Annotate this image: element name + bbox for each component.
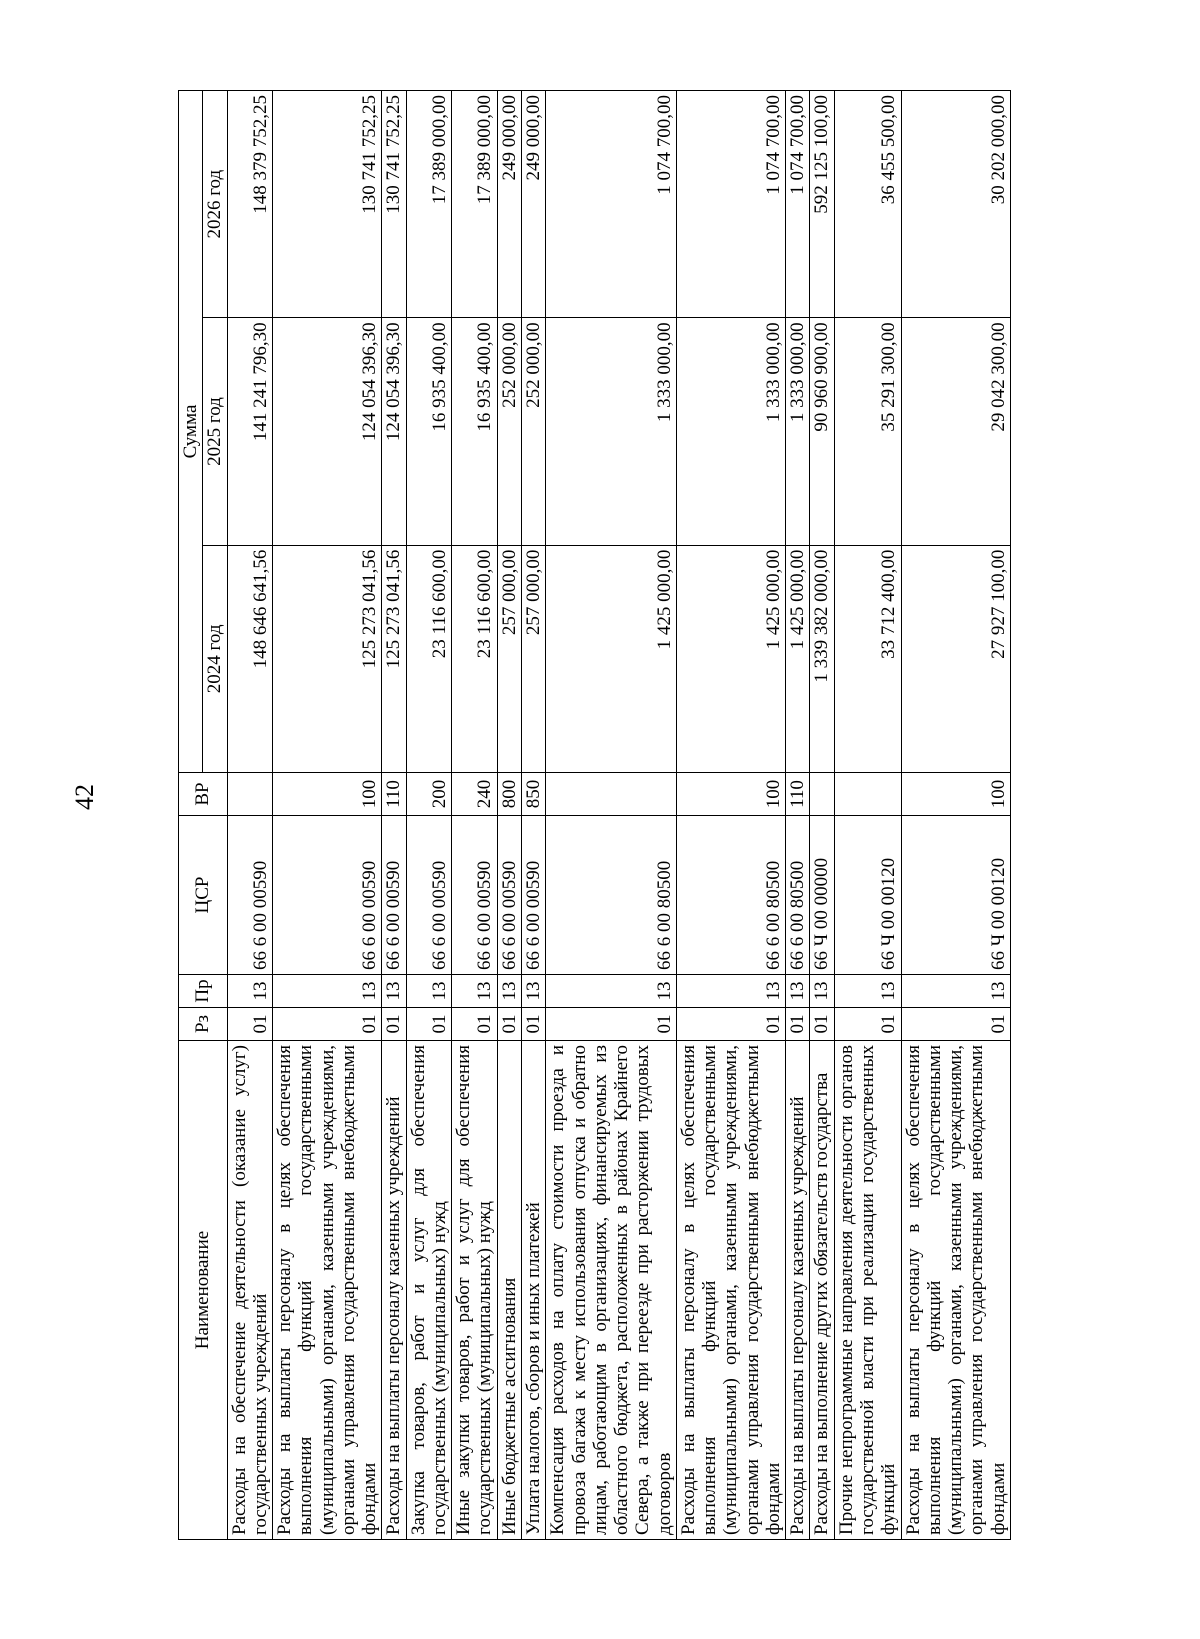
row-sum-2026: 130 741 752,25	[382, 91, 406, 318]
row-name: Прочие непрограммные направления деятельности органов государственной власти при реализации государственных функций	[834, 1041, 901, 1540]
row-sum-2024: 148 646 641,56	[227, 545, 273, 772]
row-name: Компенсация расходов на оплату стоимости проезда и провоза багажа к месту использования отпуска и обратно лицам, работающим в организациях, финансируемых из областного бюджета, расположенных в районах Крайнего Севера, а также при переезде при расторжении трудовых договоров	[546, 1041, 677, 1540]
header-vr: ВР	[179, 773, 228, 816]
row-rz: 01	[452, 1008, 498, 1041]
row-sum-2026: 148 379 752,25	[227, 91, 273, 318]
row-csr: 66 6 00 00590	[227, 816, 273, 975]
row-sum-2024: 1 339 382 000,00	[810, 545, 834, 772]
table-row	[497, 91, 521, 1540]
row-sum-2025: 124 054 396,30	[273, 318, 382, 545]
row-pr: 13	[227, 975, 273, 1008]
row-vr: 800	[497, 773, 521, 816]
row-rz: 01	[497, 1008, 521, 1041]
row-sum-2025: 1 333 000,00	[676, 318, 785, 545]
table-row	[834, 91, 901, 1540]
row-pr: 13	[786, 975, 810, 1008]
row-sum-2024: 27 927 100,00	[901, 545, 1010, 772]
row-sum-2026: 130 741 752,25	[273, 91, 382, 318]
table-row	[273, 91, 382, 1540]
table-row	[786, 91, 810, 1540]
row-vr	[810, 773, 834, 816]
row-vr: 240	[452, 773, 498, 816]
row-name: Расходы на выплаты персоналу казенных учреждений	[786, 1041, 810, 1540]
row-rz: 01	[901, 1008, 1010, 1041]
row-sum-2026: 30 202 000,00	[901, 91, 1010, 318]
row-csr: 66 6 00 00590	[521, 816, 545, 975]
row-rz: 01	[227, 1008, 273, 1041]
row-sum-2025: 16 935 400,00	[452, 318, 498, 545]
table-row	[406, 91, 452, 1540]
row-name: Расходы на выполнение других обязательств государства	[810, 1041, 834, 1540]
row-sum-2026: 249 000,00	[497, 91, 521, 318]
row-sum-2024: 257 000,00	[497, 545, 521, 772]
table-body	[227, 91, 1010, 1540]
row-sum-2025: 124 054 396,30	[382, 318, 406, 545]
row-pr: 13	[810, 975, 834, 1008]
row-pr: 13	[497, 975, 521, 1008]
row-rz: 01	[786, 1008, 810, 1041]
row-vr: 100	[901, 773, 1010, 816]
budget-table-wrapper	[178, 90, 1078, 1540]
row-name: Расходы на выплаты персоналу в целях обеспечения выполнения функций государственными (муниципальными) органами, казенными учреждениями, органами управления государственными внебюджетными фондами	[676, 1041, 785, 1540]
row-pr: 13	[452, 975, 498, 1008]
row-rz: 01	[273, 1008, 382, 1041]
row-name: Уплата налогов, сборов и иных платежей	[521, 1041, 545, 1540]
row-sum-2024: 23 116 600,00	[452, 545, 498, 772]
row-vr: 200	[406, 773, 452, 816]
header-row-1	[179, 91, 203, 1540]
row-sum-2026: 36 455 500,00	[834, 91, 901, 318]
row-sum-2025: 1 333 000,00	[546, 318, 677, 545]
row-vr: 100	[273, 773, 382, 816]
table-row	[227, 91, 273, 1540]
header-name: Наименование	[179, 1041, 228, 1540]
table-row	[546, 91, 677, 1540]
row-sum-2024: 1 425 000,00	[546, 545, 677, 772]
row-csr: 66 Ч 00 00120	[901, 816, 1010, 975]
header-pr: Пр	[179, 975, 228, 1008]
row-vr: 100	[676, 773, 785, 816]
row-csr: 66 Ч 00 00000	[810, 816, 834, 975]
header-2024: 2024 год	[203, 545, 227, 772]
header-sum: Сумма	[179, 91, 203, 773]
row-sum-2026: 249 000,00	[521, 91, 545, 318]
row-sum-2024: 1 425 000,00	[676, 545, 785, 772]
header-2025: 2025 год	[203, 318, 227, 545]
row-csr: 66 6 00 00590	[406, 816, 452, 975]
header-2026: 2026 год	[203, 91, 227, 318]
row-rz: 01	[546, 1008, 677, 1041]
row-sum-2024: 1 425 000,00	[786, 545, 810, 772]
table-row	[676, 91, 785, 1540]
row-sum-2024: 257 000,00	[521, 545, 545, 772]
table-row	[382, 91, 406, 1540]
row-name: Расходы на обеспечение деятельности (оказание услуг) государственных учреждений	[227, 1041, 273, 1540]
row-pr: 13	[382, 975, 406, 1008]
budget-table	[178, 90, 1011, 1540]
row-sum-2025: 141 241 796,30	[227, 318, 273, 545]
row-csr: 66 6 00 80500	[546, 816, 677, 975]
header-rz: Рз	[179, 1008, 228, 1041]
row-sum-2026: 1 074 700,00	[676, 91, 785, 318]
row-pr: 13	[406, 975, 452, 1008]
row-sum-2025: 252 000,00	[521, 318, 545, 545]
row-csr: 66 6 00 00590	[497, 816, 521, 975]
row-name: Расходы на выплаты персоналу в целях обеспечения выполнения функций государственными (муниципальными) органами, казенными учреждениями, органами управления государственными внебюджетными фондами	[901, 1041, 1010, 1540]
row-name: Иные закупки товаров, работ и услуг для обеспечения государственных (муниципальных) нужд	[452, 1041, 498, 1540]
row-name: Расходы на выплаты персоналу в целях обеспечения выполнения функций государственными (муниципальными) органами, казенными учреждениями, органами управления государственными внебюджетными фондами	[273, 1041, 382, 1540]
row-csr: 66 6 00 80500	[676, 816, 785, 975]
table-row	[810, 91, 834, 1540]
row-pr: 13	[834, 975, 901, 1008]
header-csr: ЦСР	[179, 816, 228, 975]
row-vr	[227, 773, 273, 816]
row-pr: 13	[521, 975, 545, 1008]
row-vr: 850	[521, 773, 545, 816]
row-name: Иные бюджетные ассигнования	[497, 1041, 521, 1540]
row-name: Закупка товаров, работ и услуг для обеспечения государственных (муниципальных) нужд	[406, 1041, 452, 1540]
row-name: Расходы на выплаты персоналу казенных учреждений	[382, 1041, 406, 1540]
row-vr	[834, 773, 901, 816]
row-sum-2026: 17 389 000,00	[452, 91, 498, 318]
row-pr: 13	[273, 975, 382, 1008]
row-sum-2026: 592 125 100,00	[810, 91, 834, 318]
row-rz: 01	[834, 1008, 901, 1041]
row-sum-2024: 125 273 041,56	[273, 545, 382, 772]
row-csr: 66 6 00 00590	[273, 816, 382, 975]
row-sum-2025: 90 960 900,00	[810, 318, 834, 545]
row-csr: 66 6 00 00590	[382, 816, 406, 975]
row-csr: 66 6 00 80500	[786, 816, 810, 975]
row-csr: 66 Ч 00 00120	[834, 816, 901, 975]
row-vr: 110	[786, 773, 810, 816]
row-sum-2026: 1 074 700,00	[786, 91, 810, 318]
row-pr: 13	[676, 975, 785, 1008]
row-sum-2025: 252 000,00	[497, 318, 521, 545]
table-row	[901, 91, 1010, 1540]
row-vr	[546, 773, 677, 816]
row-sum-2025: 1 333 000,00	[786, 318, 810, 545]
row-pr: 13	[901, 975, 1010, 1008]
row-rz: 01	[382, 1008, 406, 1041]
row-rz: 01	[521, 1008, 545, 1041]
row-rz: 01	[810, 1008, 834, 1041]
row-sum-2025: 29 042 300,00	[901, 318, 1010, 545]
row-sum-2024: 23 116 600,00	[406, 545, 452, 772]
row-sum-2024: 125 273 041,56	[382, 545, 406, 772]
row-rz: 01	[676, 1008, 785, 1041]
row-sum-2025: 35 291 300,00	[834, 318, 901, 545]
row-sum-2025: 16 935 400,00	[406, 318, 452, 545]
row-csr: 66 6 00 00590	[452, 816, 498, 975]
row-vr: 110	[382, 773, 406, 816]
row-pr: 13	[546, 975, 677, 1008]
row-sum-2024: 33 712 400,00	[834, 545, 901, 772]
row-rz: 01	[406, 1008, 452, 1041]
table-row	[452, 91, 498, 1540]
row-sum-2026: 17 389 000,00	[406, 91, 452, 318]
table-row	[521, 91, 545, 1540]
row-sum-2026: 1 074 700,00	[546, 91, 677, 318]
page-number: 42	[70, 784, 99, 810]
